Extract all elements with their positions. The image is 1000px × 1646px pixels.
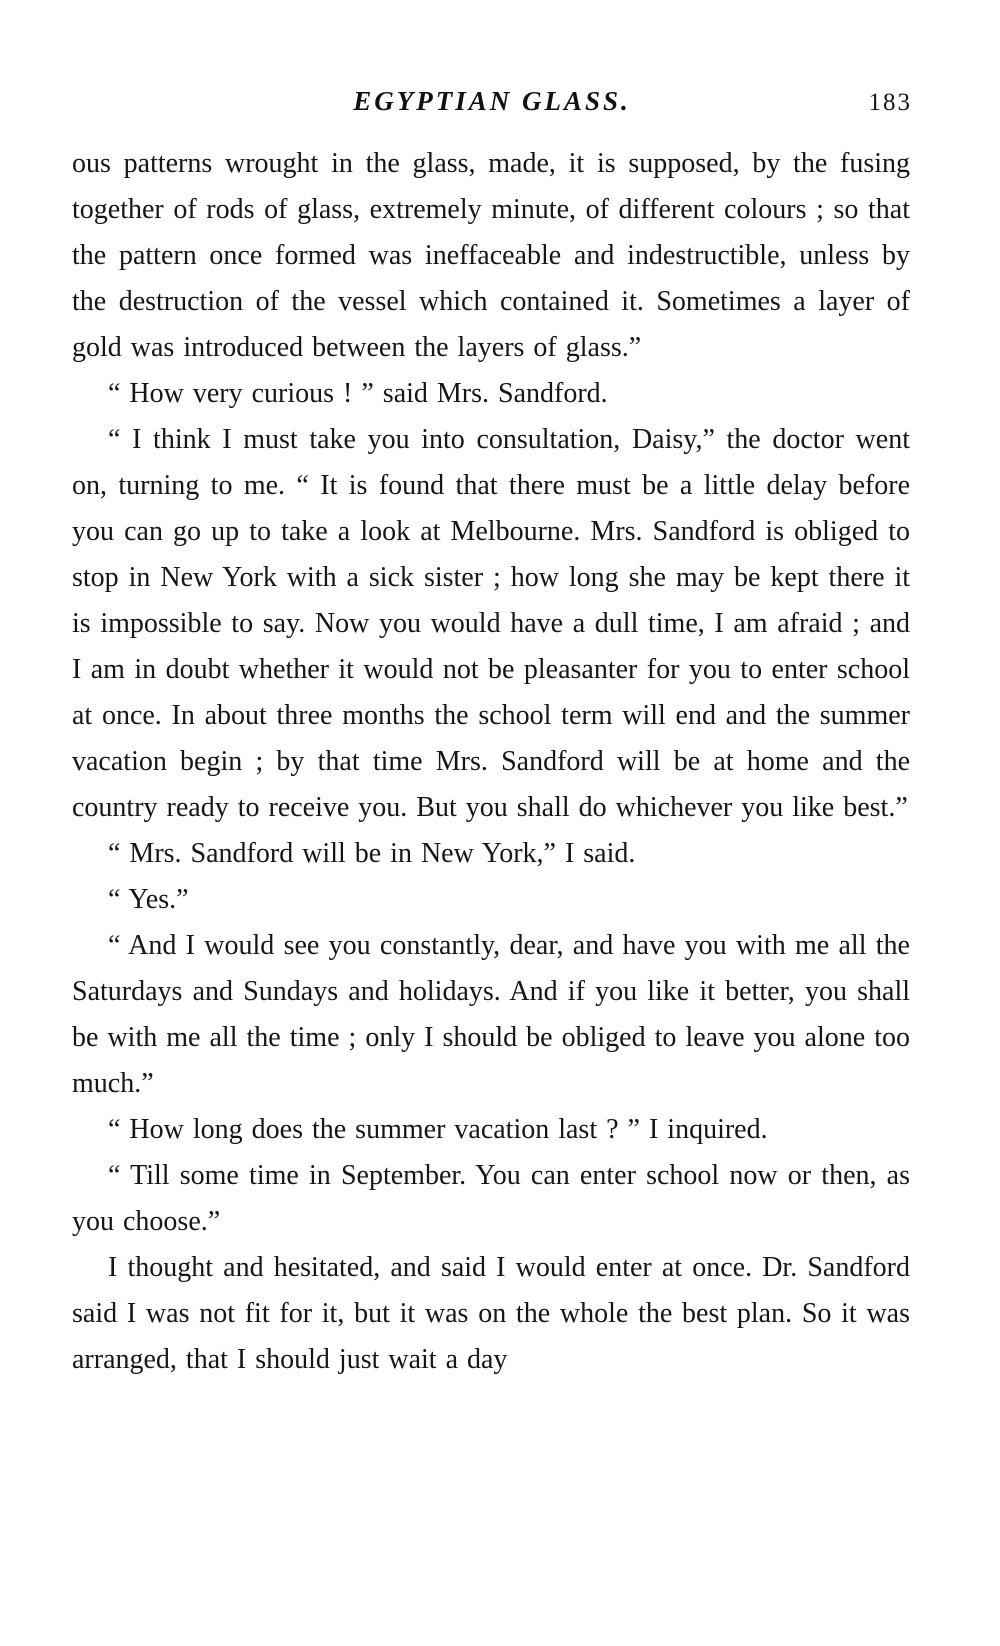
paragraph: ous patterns wrought in the glass, made, it is supposed, by the fusing together of rods of glass, extremely minute, of different colours ; so that the pattern once formed was ineffaceable and indestructible, unless by the destruction of the vessel which contained it. Sometimes a layer of gold was introduced between the layers of glass.”: [72, 148, 910, 363]
paragraph: “ Mrs. Sandford will be in New York,” I said.: [108, 838, 636, 869]
page-number: 183: [868, 89, 912, 116]
paragraph: “ Yes.”: [108, 884, 189, 915]
paragraph: “ Till some time in September. You can enter school now or then, as you choose.”: [72, 1160, 910, 1237]
body-text: [72, 141, 910, 1383]
paragraph: “ How very curious ! ” said Mrs. Sandford.: [108, 378, 608, 409]
paragraph: I thought and hesitated, and said I would enter at once. Dr. Sandford said I was not fit for it, but it was on the whole the best plan. So it was arranged, that I should just wait a day: [72, 1252, 910, 1375]
paragraph: “ I think I must take you into consultation, Daisy,” the doctor went on, turning to me. “ It is found that there must be a little delay before you can go up to take a look at Melbourne. Mrs. Sandford is obliged to stop in New York with a sick sister ; how long she may be kept there it is impossible to say. Now you would have a dull time, I am afraid ; and I am in doubt whether it would not be pleasanter for you to enter school at once. In about three months the school term will end and the summer vacation begin ; by that time Mrs. Sandford will be at home and the country ready to receive you. But you shall do whichever you like best.”: [72, 424, 910, 823]
paragraph: “ And I would see you constantly, dear, and have you with me all the Saturdays and Sundays and holidays. And if you like it better, you shall be with me all the time ; only I should be obliged to leave you alone too much.”: [72, 930, 910, 1099]
paragraph: “ How long does the summer vacation last ? ” I inquired.: [108, 1114, 768, 1145]
page-header: [72, 86, 912, 120]
running-title: EGYPTIAN GLASS.: [353, 86, 631, 116]
